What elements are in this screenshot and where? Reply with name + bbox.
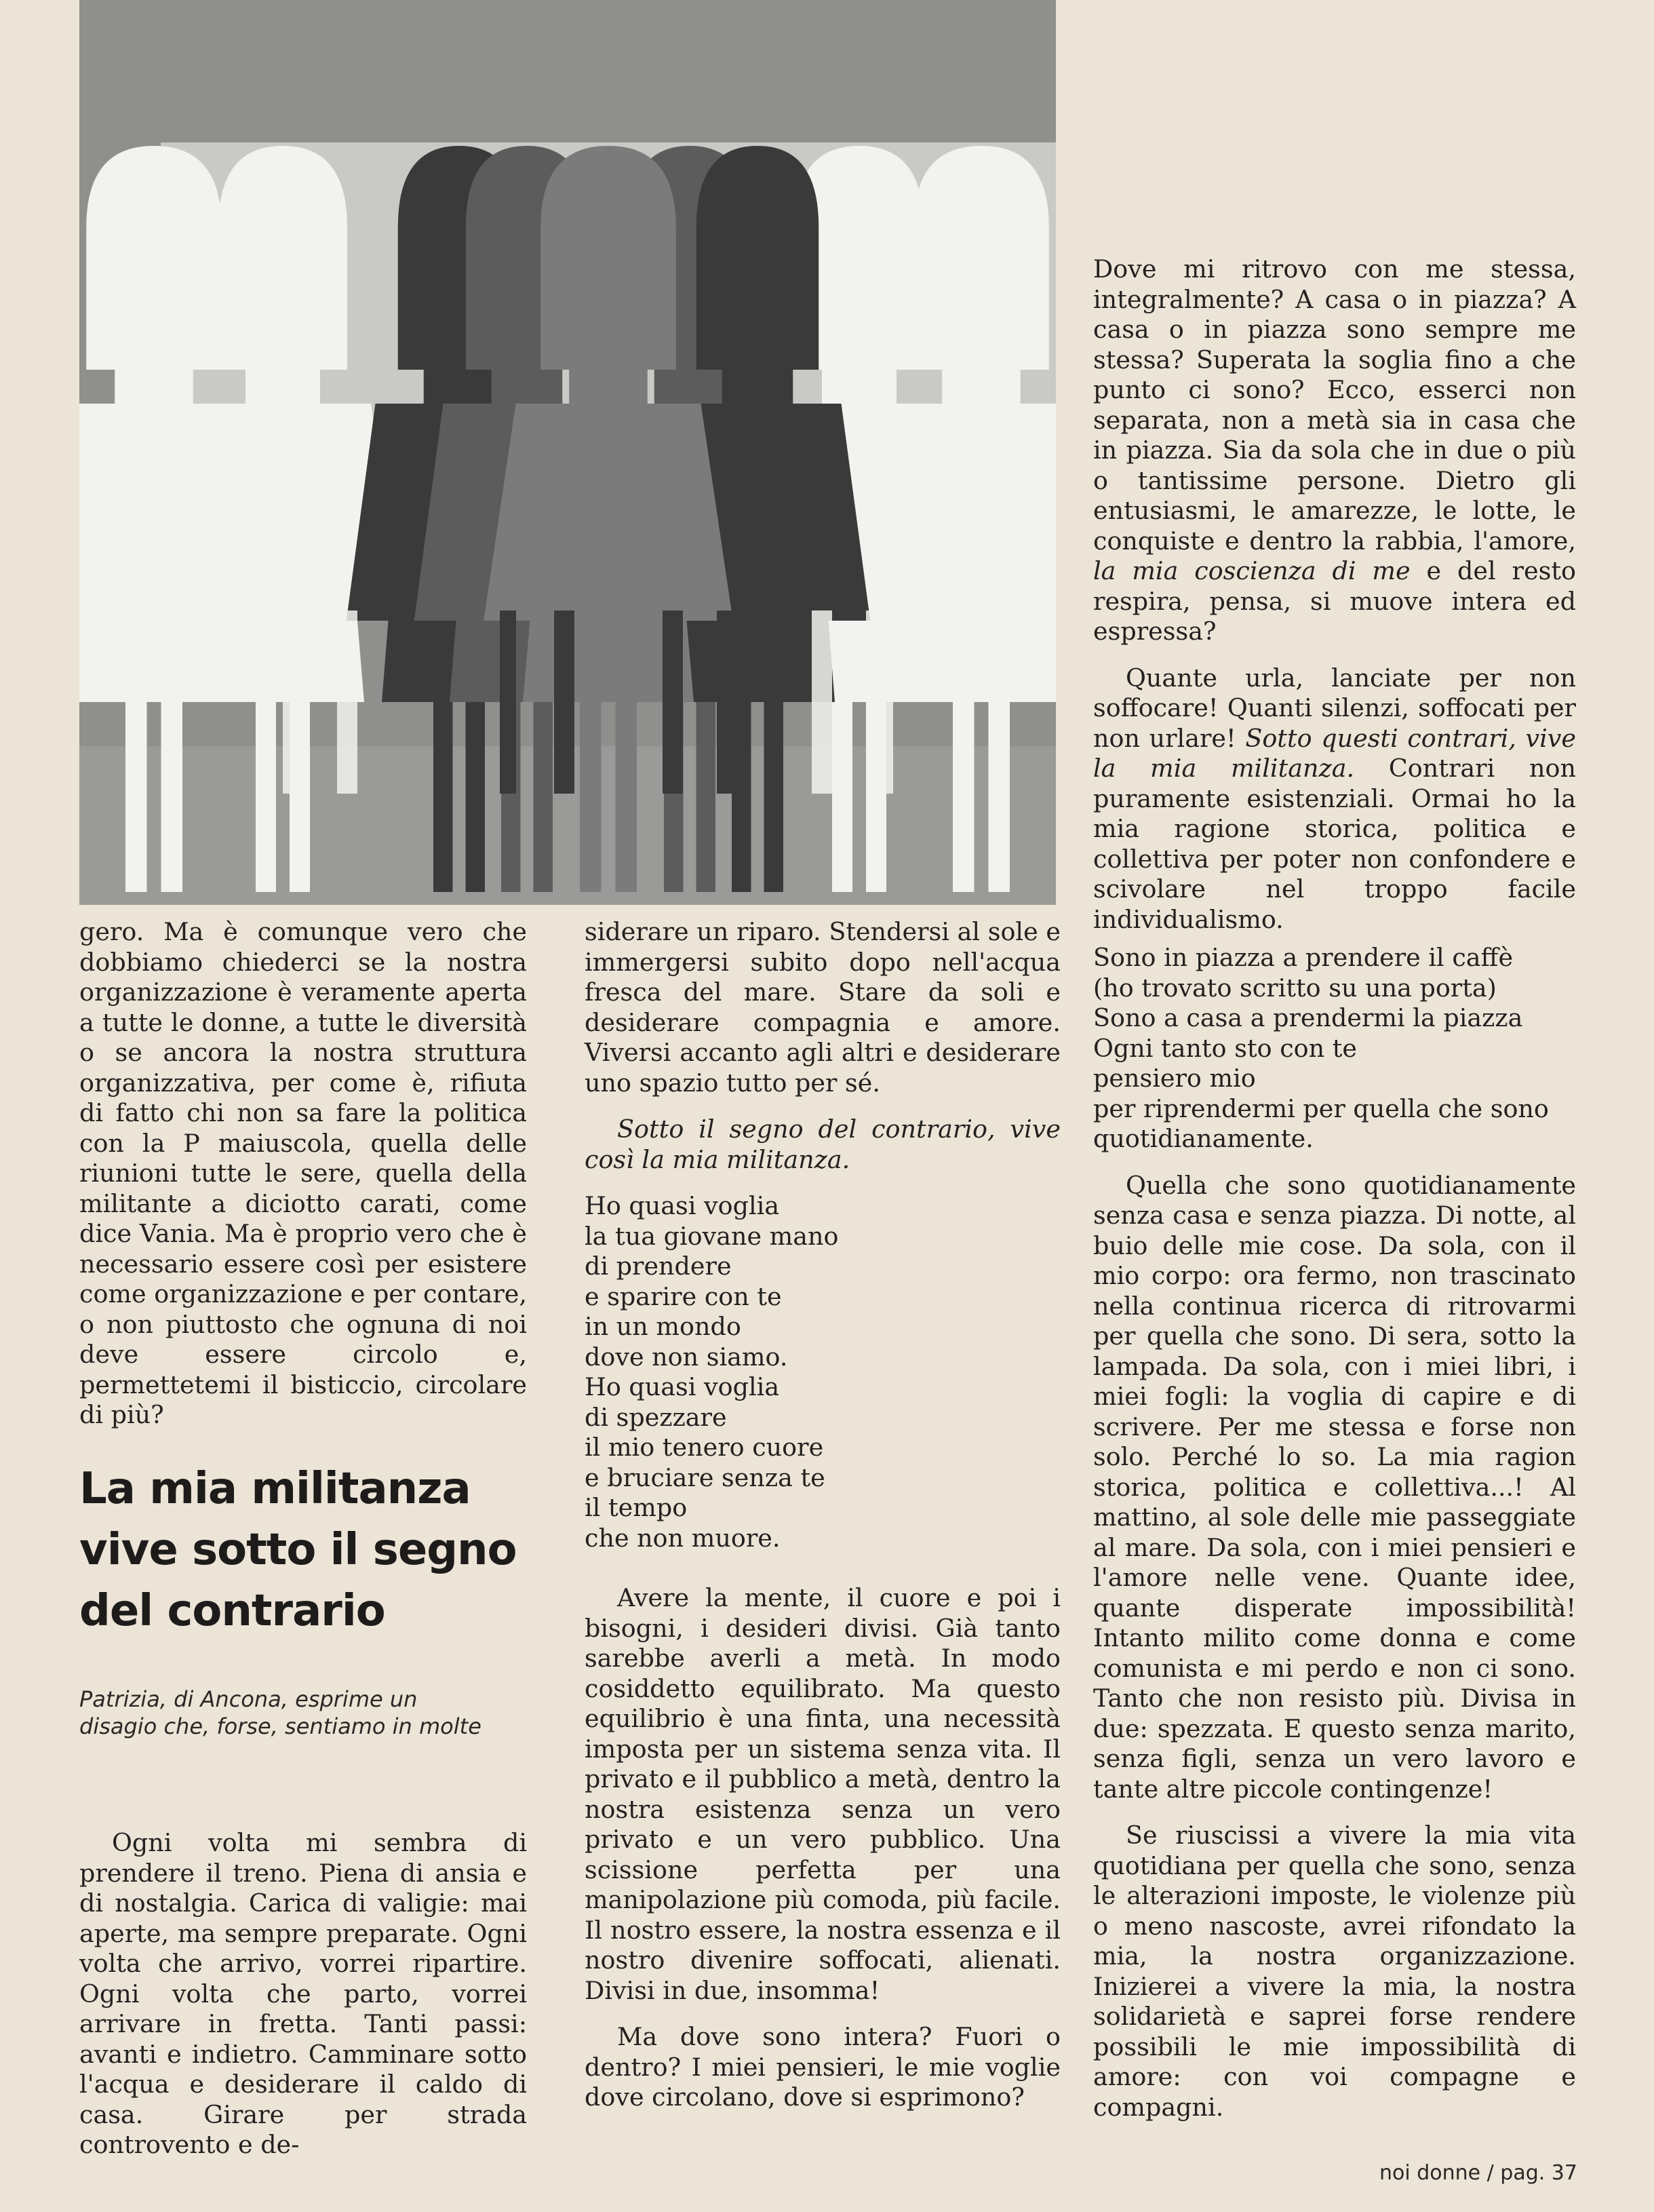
text-run: Quante urla, lanciate per non soffocare! Quanti silenzi, soffocati per non urlare!: [1093, 663, 1576, 753]
text-run: Dove mi ritrovo con me stessa, integralmente? A casa o in piazza? A casa o in piazza sono sempre me stessa? Superata la soglia fino a che punto ci sono? Ecco, esserci non separata, non a metà sia in casa che in piazza. Sia da sola che in due o più o tantissime persone. Dietro gli entusiasmi, le amarezze, le lotte, le conquiste e dentro la rabbia, l'amore,: [1093, 254, 1576, 556]
paragraph: Quella che sono quotidianamente senza casa e senza piazza. Di notte, al buio delle mie cose. Da sola, con il mio corpo: ora fermo, non trascinato nella continua ricerca di ritrovarmi per quella che sono. Di sera, sotto la lampada. Da sola, con i miei libri, i miei fogli: la voglia di capire e di scrivere. Per me stessa e forse non solo. Perché lo so. La mia ragion storica, politica e collettiva...! Al mattino, al sole delle mie passeggiate al mare. Da sola, con i miei pensieri e l'amore nelle vene. Quante idee, quante disperate impossibilità! Intanto milito come donna e come comunista e mi perdo e non ci sono. Tanto che non resisto più. Divisa in due: spezzata. E questo senza marito, senza figli, senza un vero lavoro e tante altre piccole contingenze!: [1093, 1170, 1576, 1804]
paragraph: Avere la mente, il cuore e poi i bisogni, i desideri divisi. Già tanto sarebbe averli a metà. In modo cosiddetto equilibrato. Ma questo equilibrio è una finta, una necessità imposta per un sistema senza vita. Il privato e il pubblico a metà, dentro la nostra esistenza senza un vero privato e un vero pubblico. Una scissione perfetta per una manipolazione più comoda, più facile. Il nostro essere, la nostra essenza e il nostro divenire soffocati, alienati. Divisi in due, insomma!: [585, 1583, 1061, 2005]
column-2: [585, 917, 1061, 2113]
column-1-bottom: [79, 1828, 527, 2160]
text-run: Contrari non puramente esistenziali. Ormai ho la mia ragione storica, politica e collettiva per poter non confondere e scivolare nel troppo facile individualismo.: [1093, 754, 1576, 934]
column-3: [1093, 254, 1576, 2122]
poem: Sono in piazza a prendere il caffè (ho trovato scritto su una porta) Sono a casa a prendermi la piazza Ogni tanto sto con te pensiero mio per riprendermi per quella che sono quotidianamente.: [1093, 943, 1549, 1153]
paragraph: Ma dove sono intera? Fuori o dentro? I miei pensieri, le mie voglie dove circolano, dove si esprimono?: [585, 2022, 1061, 2112]
paragraph: [1093, 663, 1576, 935]
paragraph: Ogni volta mi sembra di prendere il treno. Piena di ansia e di nostalgia. Carica di valigie: mai aperte, ma sempre preparate. Ogni volta che arrivo, vorrei ripartire. Ogni volta che parto, vorrei arrivare in fretta. Tanti passi: avanti e indietro. Camminare sotto l'acqua e desiderare il caldo di casa. Girare per strada controvento e de-: [79, 1828, 527, 2159]
article-subhead: Patrizia, di Ancona, esprime un disagio che, forse, sentiamo in molte: [79, 1686, 481, 1739]
column-1-top: [79, 917, 527, 1431]
text-run-italic: la mia coscienza di me: [1093, 556, 1411, 585]
text-run: e del resto respira, pensa, si muove intera ed espressa?: [1093, 556, 1576, 646]
women-silhouettes-icon: [79, 0, 1056, 905]
paragraph: gero. Ma è comunque vero che dobbiamo chiederci se la nostra organizzazione è veramente aperta a tutte le donne, a tutte le diversità o se ancora la nostra struttura organizzativa, per come è, rifiuta di fatto chi non sa fare la politica con la P maiuscola, quella delle riunioni tutte le sere, quella della militante a diciotto carati, come dice Vania. Ma è proprio vero che è necessario essere così per esistere come organizzazione e per contare, o non piuttosto che ognuna di noi deve essere circolo e, permettetemi il bisticcio, circolare di più?: [79, 917, 527, 1429]
text-run-italic: Sotto questi contrari, vive la mia militanza.: [1093, 723, 1576, 783]
page-footer: noi donne / pag. 37: [1379, 2161, 1577, 2185]
poem: Ho quasi voglia la tua giovane mano di prendere e sparire con te in un mondo dove non siamo. Ho quasi voglia di spezzare il mio tenero cuore e bruciare senza te il tempo che non muore.: [585, 1191, 839, 1553]
women-silhouettes-image: [79, 0, 1056, 905]
paragraph: [1093, 254, 1576, 647]
article-headline: La mia militanza vive sotto il segno del contrario: [79, 1464, 517, 1636]
paragraph: siderare un riparo. Stendersi al sole e immergersi subito dopo nell'acqua fresca del mare. Stare da soli e desiderare compagnia e amore. Viversi accanto agli altri e desiderare uno spazio tutto per sé.: [585, 917, 1061, 1098]
paragraph-italic: Sotto il segno del contrario, vive così la mia militanza.: [585, 1114, 1061, 1174]
paragraph: Se riuscissi a vivere la mia vita quotidiana per quella che sono, senza le alterazioni imposte, le violenze più o meno nascoste, avrei rifondato la mia, la nostra organizzazione. Inizierei a vivere la mia, la nostra solidarietà e saprei forse rendere possibili le mie impossibilità di amore: con voi compagne e compagni.: [1093, 1821, 1576, 2122]
